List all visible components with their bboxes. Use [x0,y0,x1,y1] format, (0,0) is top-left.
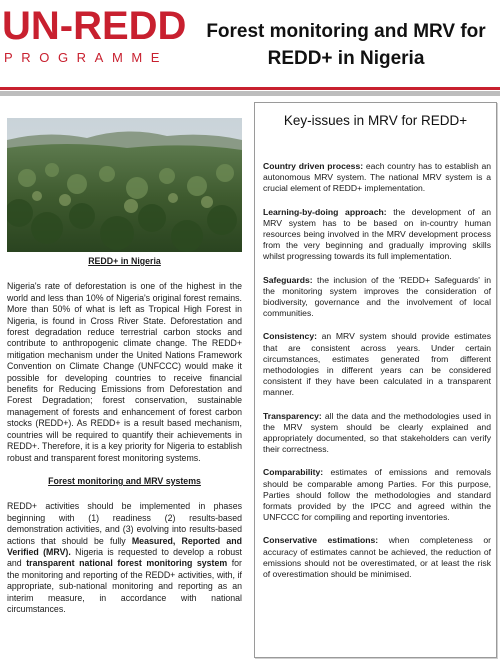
un-redd-logo: UN-REDD [2,4,187,48]
key-issue-text: estimates of emissions and removals should be comparable among Parties. For this purpose, Parties should follow the methodologies and standard formats provided by the IPCC and agreed within the UNFCCC for compiling and reporting inventories. [263,467,491,523]
header-divider-red [0,87,500,90]
key-issues-list [263,161,491,592]
key-issues-title: Key-issues in MRV for REDD+ [283,113,468,128]
programme-logo-text: PROGRAMME [4,50,169,65]
key-issue-item [263,411,491,456]
key-issue-text: each country has to establish an autonomous MRV system. The national MRV system is a crucial element of REDD+ implementation. [263,161,491,194]
key-issue-item [263,161,491,195]
section-text-forest-monitoring [7,501,242,615]
key-issue-term: Transparency: [263,410,322,421]
section-heading-redd-nigeria: REDD+ in Nigeria [88,256,161,266]
forest-photo [7,118,242,252]
page-title: Forest monitoring and MRV for REDD+ in Nigeria [206,21,486,69]
key-issue-item [263,535,491,580]
left-column [7,256,242,627]
key-issues-box [254,102,497,658]
key-issue-text: the development of an MRV system has to be based on in-country human resources being involved in the MRV development process from the very beginning and gradually improving skills whilst progressing towards its full implementation. [263,206,492,262]
section-text-redd-nigeria: Nigeria's rate of deforestation is one of the highest in the world and less than 10% of Nigeria's original forest remains. More than 50% of what is left as Tropical High Forest in Nigeria, is found in Cross River State. Deforestation and forest degradation reduce terrestrial carbon stocks and contribute to anthropogenic climate change. The REDD+ mitigation mechanism under the United Nations Framework Convention on Climate Change (UNFCCC) would make it possible for developing countries to receive financial benefits for Reducing Emissions from Deforestation and Forest Degradation; forest conservation, sustainable management of forests and enhancement of forest carbon stocks (REDD+). As REDD+ is a result based mechanism, countries will be required to quantify their achievements in REDD+. Therefore, it is a key priority for Nigeria to establish robust and transparent forest monitoring systems. [7,281,242,463]
bold-monitoring-system: transparent national forest monitoring system [26,558,228,569]
page-header [0,0,500,84]
text-segment: REDD+ activities should be implemented in phases beginning with (1) readiness (2) results-based demonstration activities, and (3) evolving into results-based actions that should be fully [7,501,242,546]
key-issue-term: Consistency: [263,331,317,342]
key-issue-term: Learning-by-doing approach: [263,206,387,217]
key-issue-item [263,467,491,523]
key-issue-text: when completeness or accuracy of estimates cannot be achieved, the reduction of emissions should not be overestimated, or at least the risk of overestimation should be minimised. [263,535,492,580]
header-divider-gray [0,91,500,96]
key-issue-text: all the data and the methodologies used in the MRV system should be clearly explained and appropriately documented, so that stakeholders can verify their correctness. [263,410,491,455]
forest-landscape-image [7,118,242,252]
bold-mrv: Measured, Reported and Verified (MRV). [7,535,243,557]
key-issue-item [263,331,491,398]
key-issue-term: Country driven process: [263,161,364,171]
key-issue-item [263,275,491,320]
text-segment: for the monitoring and reporting of the REDD+ activities, with, if appropriate, sub-national monitoring and reporting as an interim measure, in accordance with national circumstances. [7,558,242,614]
section-heading-forest-monitoring: Forest monitoring and MRV systems [48,475,201,486]
key-issue-text: an MRV system should provide estimates that are consistent across years. Under certain circumstances, estimates generated from different methodologies in different years can be considered consistent if they have been calculated in a transparent manner. [263,331,491,398]
key-issue-term: Comparability: [263,467,324,478]
key-issue-term: Conservative estimations: [263,535,379,546]
key-issue-text: the inclusion of the 'REDD+ Safeguards' in the monitoring system improves the consideration of biodiversity, governance and the involvement of local communities. [263,274,491,319]
key-issue-term: Safeguards: [263,274,313,285]
text-segment: Nigeria is requested to develop a robust and [7,546,242,569]
key-issue-item [263,207,491,263]
